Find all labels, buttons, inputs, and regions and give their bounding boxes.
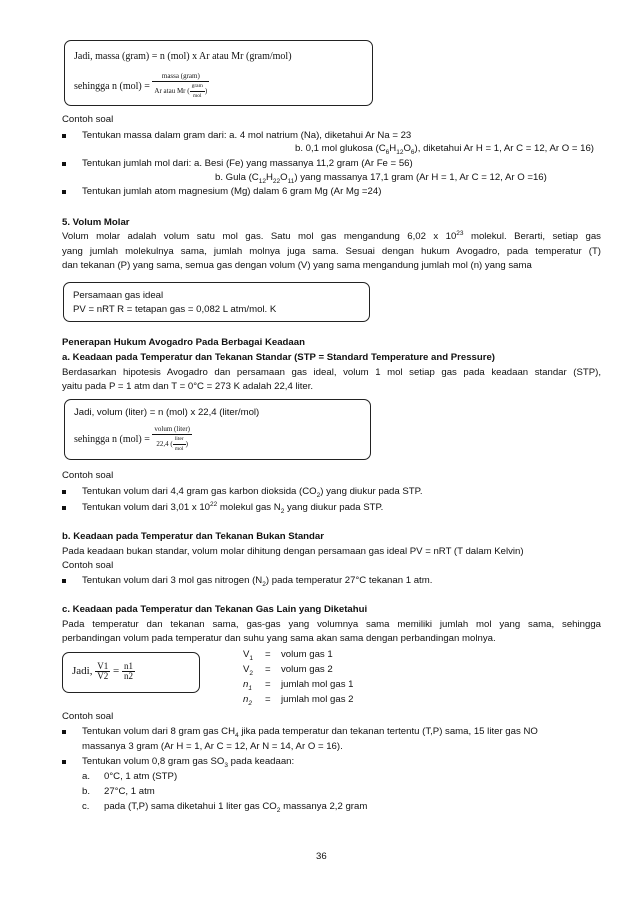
fraction-close: ) bbox=[185, 440, 188, 449]
subscript: 2 bbox=[248, 699, 252, 707]
subscript: 2 bbox=[249, 669, 254, 677]
paragraph-line bbox=[62, 231, 601, 243]
symbol: n bbox=[243, 679, 249, 690]
example-question: massanya 3 gram (Ar H = 1, Ar C = 12, Ar N = 14, Ar O = 16). bbox=[82, 741, 343, 752]
subscript: 2 bbox=[276, 806, 281, 814]
text: massanya 2,2 gram bbox=[280, 801, 368, 812]
fraction-mass-over-mr bbox=[152, 72, 209, 101]
text: Tentukan volum 0,8 gram gas SO bbox=[82, 756, 225, 767]
example-question bbox=[82, 575, 432, 587]
subscript: 6 bbox=[410, 148, 415, 156]
subsection-title: a. Keadaan pada Temperatur dan Tekanan Standar (STP = Standard Temperature and Pressure) bbox=[62, 352, 496, 363]
example-label: Contoh soal bbox=[62, 114, 114, 125]
formula-mol-from-mass bbox=[74, 72, 209, 101]
text: Volum molar adalah volum satu mol gas. Satu mol gas mengandung 6,02 x 10 bbox=[62, 231, 457, 242]
list-item bbox=[82, 786, 90, 798]
fraction-denominator: V2 bbox=[97, 670, 109, 681]
fraction-volume-over-22-4 bbox=[152, 425, 192, 454]
example-question: Tentukan jumlah atom magnesium (Mg) dalam 6 gram Mg (Ar Mg =24) bbox=[82, 186, 382, 197]
text: jika pada temperatur dan tekanan tertentu (T,P) sama, 15 liter gas NO bbox=[238, 726, 538, 737]
bullet-icon bbox=[62, 760, 66, 764]
unit-fraction bbox=[190, 82, 208, 101]
text: molekul gas N bbox=[217, 502, 281, 513]
text: H bbox=[265, 172, 273, 183]
bullet-icon bbox=[62, 134, 66, 138]
example-question: Tentukan massa dalam gram dari: a. 4 mol natrium (Na), diketahui Ar Na = 23 bbox=[82, 130, 412, 141]
subscript: 1 bbox=[249, 654, 254, 662]
superscript: 22 bbox=[210, 500, 218, 508]
text: ) yang massanya 17,1 gram (Ar H = 1, Ar C = 12, Ar O =16) bbox=[294, 172, 547, 183]
fraction-numerator: massa (gram) bbox=[152, 72, 209, 82]
text: pada keadaan: bbox=[228, 756, 295, 767]
example-question bbox=[82, 756, 294, 768]
example-label: Contoh soal bbox=[62, 711, 114, 722]
text: ) yang diukur pada STP. bbox=[320, 486, 423, 497]
example-question: Tentukan jumlah mol dari: a. Besi (Fe) yang massanya 11,2 gram (Ar Fe = 56) bbox=[82, 158, 413, 169]
paragraph-line: perbandingan volum pada temperatur dan suhu yang sama akan sama dengan perbandingan molnya. bbox=[62, 633, 496, 644]
ratio-formula bbox=[72, 659, 135, 683]
text: molekul. Berarti, setiap gas bbox=[463, 231, 601, 242]
fraction-denominator: Ar atau Mr ( bbox=[154, 87, 190, 96]
subsection-title: c. Keadaan pada Temperatur dan Tekanan Gas Lain yang Diketahui bbox=[62, 604, 368, 615]
paragraph-line: yang jumlah molekulnya sama, jumlah molnya juga sama. Sesuai dengan hukum Avogadro, pada temperatur (T) bbox=[62, 246, 601, 257]
paragraph-line: Pada keadaan bukan standar, volum molar dihitung dengan persamaan gas ideal PV = nRT (T dalam Kelvin) bbox=[62, 546, 524, 557]
item-key: c. bbox=[82, 801, 90, 812]
legend-eq: = bbox=[265, 649, 271, 660]
unit-denominator: mol bbox=[192, 93, 202, 99]
example-question bbox=[215, 172, 547, 184]
fraction-numerator: V1 bbox=[97, 660, 109, 671]
equals-sign: = bbox=[112, 665, 120, 677]
list-item bbox=[82, 771, 90, 783]
fraction-denominator: 22,4 ( bbox=[156, 440, 173, 449]
text: b. Gula (C bbox=[215, 172, 259, 183]
example-question bbox=[295, 143, 594, 155]
text: b. 0,1 mol glukosa (C bbox=[295, 143, 386, 154]
text: ) pada temperatur 27°C tekanan 1 atm. bbox=[265, 575, 433, 586]
formula-volume-line: Jadi, volum (liter) = n (mol) x 22,4 (liter/mol) bbox=[74, 407, 260, 418]
subscript: 2 bbox=[280, 507, 285, 515]
example-label: Contoh soal bbox=[62, 470, 114, 481]
example-question bbox=[82, 486, 422, 498]
legend-row bbox=[243, 694, 252, 706]
legend-desc: jumlah mol gas 2 bbox=[281, 694, 354, 705]
section-title: Penerapan Hukum Avogadro Pada Berbagai Keadaan bbox=[62, 337, 305, 348]
subscript: 4 bbox=[235, 731, 239, 739]
section-title: 5. Volum Molar bbox=[62, 217, 130, 228]
paragraph-line: dan tekanan (P) yang sama, semua gas dengan volum (V) yang sama mengandung jumlah mol (n) yang sama bbox=[62, 260, 532, 271]
text: Tentukan volum dari 4,4 gram gas karbon dioksida (CO bbox=[82, 486, 317, 497]
unit-fraction bbox=[173, 435, 186, 454]
legend-desc: jumlah mol gas 1 bbox=[281, 679, 354, 690]
symbol: V bbox=[243, 664, 250, 675]
fraction-numerator: volum (liter) bbox=[154, 425, 190, 433]
page-number: 36 bbox=[316, 851, 327, 862]
text: pada (T,P) sama diketahui 1 liter gas CO bbox=[104, 801, 277, 812]
paragraph-line: yaitu pada P = 1 atm dan T = 0°C = 273 K adalah 22,4 liter. bbox=[62, 381, 314, 392]
paragraph-line: Pada temperatur dan tekanan sama, gas-gas yang volumnya sama memiliki jumlah mol yang sama, sehingga bbox=[62, 619, 601, 630]
formula-prefix: Jadi, bbox=[72, 665, 93, 677]
list-item: 0°C, 1 atm (STP) bbox=[104, 771, 178, 782]
legend-desc: volum gas 2 bbox=[281, 664, 333, 675]
subscript: 12 bbox=[396, 148, 404, 156]
symbol: V bbox=[243, 649, 250, 660]
formula-box-ideal-gas bbox=[63, 282, 370, 322]
example-label: Contoh soal bbox=[62, 560, 114, 571]
item-key: a. bbox=[82, 771, 91, 782]
fraction-v1-v2 bbox=[95, 662, 110, 681]
fraction-numerator: n1 bbox=[123, 660, 133, 671]
text: Tentukan volum dari 8 gram gas CH bbox=[82, 726, 236, 737]
subscript: 6 bbox=[385, 148, 390, 156]
fraction-denominator: n2 bbox=[123, 670, 133, 681]
box-heading: Persamaan gas ideal bbox=[73, 290, 164, 301]
symbol: n bbox=[243, 694, 249, 705]
bullet-icon bbox=[62, 190, 66, 194]
text: Tentukan volum dari 3,01 x 10 bbox=[82, 502, 210, 513]
unit-numerator: liter bbox=[173, 435, 186, 445]
item-key: b. bbox=[82, 786, 91, 797]
bullet-icon bbox=[62, 579, 66, 583]
legend-eq: = bbox=[265, 679, 271, 690]
list-item: 27°C, 1 atm bbox=[104, 786, 155, 797]
bullet-icon bbox=[62, 490, 66, 494]
subscript: 12 bbox=[258, 177, 266, 185]
legend-row bbox=[243, 664, 253, 676]
subscript: 11 bbox=[287, 177, 295, 185]
text: Tentukan volum dari 3 mol gas nitrogen (N bbox=[82, 575, 263, 586]
unit-denominator: mol bbox=[174, 446, 184, 452]
subsection-title: b. Keadaan pada Temperatur dan Tekanan Bukan Standar bbox=[62, 531, 324, 542]
legend-row bbox=[243, 679, 252, 691]
subscript: 22 bbox=[272, 177, 281, 185]
bullet-icon bbox=[62, 506, 66, 510]
subscript: 1 bbox=[248, 684, 252, 692]
subscript: 3 bbox=[224, 761, 229, 769]
formula-prefix: sehingga n (mol) = bbox=[74, 80, 150, 92]
legend-desc: volum gas 1 bbox=[281, 649, 333, 660]
subscript: 2 bbox=[316, 491, 321, 499]
bullet-icon bbox=[62, 730, 66, 734]
legend-eq: = bbox=[265, 664, 271, 675]
fraction-n1-n2 bbox=[122, 662, 135, 681]
fraction-close: ) bbox=[204, 87, 208, 96]
unit-numerator: gram bbox=[190, 82, 205, 92]
text: O bbox=[403, 143, 411, 154]
text: H bbox=[389, 143, 397, 154]
superscript: 23 bbox=[456, 229, 464, 237]
example-question bbox=[82, 502, 383, 514]
list-item bbox=[104, 801, 367, 813]
legend-eq: = bbox=[265, 694, 271, 705]
legend-row bbox=[243, 649, 253, 661]
formula-prefix: sehingga n (mol) = bbox=[74, 433, 150, 445]
text: yang diukur pada STP. bbox=[284, 502, 384, 513]
bullet-icon bbox=[62, 162, 66, 166]
list-item bbox=[82, 801, 89, 813]
ideal-gas-equation: PV = nRT R = tetapan gas = 0,082 L atm/mol. K bbox=[73, 304, 277, 315]
example-question bbox=[82, 726, 538, 738]
text: O bbox=[280, 172, 288, 183]
subscript: 2 bbox=[262, 580, 266, 588]
formula-mol-from-volume bbox=[74, 425, 192, 454]
text: ), diketahui Ar H = 1, Ar C = 12, Ar O = 16) bbox=[414, 143, 594, 154]
formula-mass-line: Jadi, massa (gram) = n (mol) x Ar atau Mr (gram/mol) bbox=[74, 51, 292, 62]
paragraph-line: Berdasarkan hipotesis Avogadro dan persamaan gas ideal, volum 1 mol setiap gas pada keadaan standar (STP), bbox=[62, 367, 601, 378]
